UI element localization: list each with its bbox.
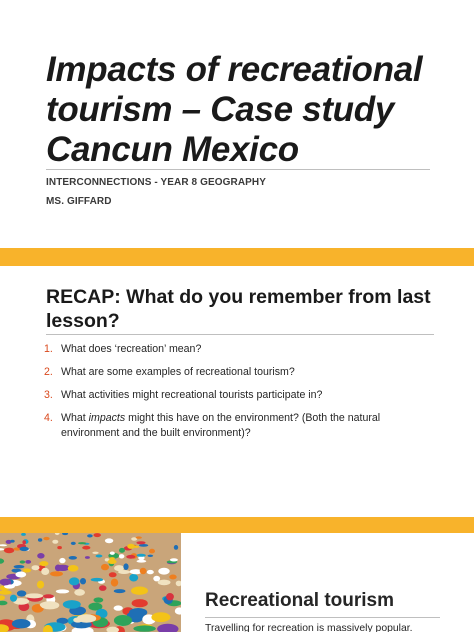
- presentation-title: Impacts of recreational tourism – Case study Cancun Mexico: [46, 50, 423, 169]
- umbrella-shape: [99, 585, 107, 591]
- umbrella-shape: [133, 546, 139, 548]
- umbrella-shape: [153, 576, 160, 582]
- umbrella-shape: [119, 548, 125, 553]
- list-text: What does ‘recreation’ mean?: [61, 343, 202, 355]
- umbrella-shape: [169, 575, 176, 580]
- umbrella-shape: [40, 601, 59, 608]
- title-divider: [46, 169, 430, 170]
- umbrella-shape: [25, 560, 31, 564]
- umbrella-shape: [85, 556, 90, 559]
- teacher-name: MS. GIFFARD: [46, 196, 112, 207]
- umbrella-shape: [21, 533, 26, 536]
- umbrella-shape: [10, 595, 17, 602]
- beach-umbrellas-image: [0, 533, 181, 632]
- umbrella-shape: [69, 556, 77, 560]
- list-number: 1.: [44, 343, 53, 355]
- umbrella-shape: [25, 593, 43, 598]
- umbrella-shape: [111, 579, 118, 587]
- umbrella-shape: [78, 542, 86, 544]
- umbrella-shape: [132, 599, 148, 607]
- umbrella-shape: [131, 587, 148, 595]
- umbrella-shape: [69, 577, 80, 585]
- list-item: [44, 365, 424, 380]
- list-text: What impacts might this have on the environment? (Both the natural environment and the built environment)?: [61, 412, 381, 439]
- umbrella-shape: [110, 552, 115, 555]
- umbrella-shape: [114, 589, 126, 593]
- recap-question-list: [44, 342, 424, 449]
- umbrella-shape: [139, 544, 148, 547]
- recreational-tourism-slide: [0, 533, 474, 632]
- recap-divider: [46, 334, 434, 335]
- umbrella-shape: [63, 600, 81, 609]
- course-subtitle: INTERCONNECTIONS - YEAR 8 GEOGRAPHY: [46, 177, 267, 188]
- umbrella-shape: [94, 597, 104, 602]
- umbrella-shape: [129, 574, 138, 582]
- umbrella-shape: [68, 565, 79, 572]
- umbrella-shape: [82, 546, 90, 550]
- umbrella-shape: [96, 555, 103, 558]
- emphasis-impacts: impacts: [88, 412, 126, 424]
- umbrella-shape: [137, 554, 146, 557]
- umbrella-shape: [15, 572, 26, 578]
- umbrella-shape: [52, 540, 58, 544]
- umbrella-shape: [56, 565, 69, 571]
- umbrella-shape: [39, 561, 48, 566]
- umbrella-shape: [140, 568, 147, 574]
- umbrella-shape: [50, 571, 63, 576]
- slide-separator-band: [0, 517, 474, 533]
- umbrella-shape: [94, 533, 101, 537]
- umbrella-shape: [10, 540, 15, 543]
- umbrella-shape: [87, 534, 93, 537]
- umbrella-shape: [136, 541, 145, 544]
- umbrella-shape: [22, 540, 26, 544]
- slide-heading: Recreational tourism: [205, 590, 394, 611]
- umbrella-shape: [43, 537, 49, 540]
- list-number: 4.: [44, 412, 53, 424]
- umbrella-shape: [77, 614, 96, 622]
- umbrella-shape: [71, 542, 76, 545]
- list-number: 2.: [44, 366, 53, 378]
- recap-slide: [0, 266, 474, 517]
- slide-separator-band: [0, 248, 474, 266]
- umbrella-shape: [74, 589, 85, 596]
- umbrella-shape: [158, 580, 171, 586]
- umbrella-shape: [147, 570, 154, 574]
- list-item: [44, 411, 424, 441]
- umbrella-shape: [126, 555, 135, 559]
- heading-divider: [205, 617, 440, 618]
- umbrella-shape: [114, 615, 132, 626]
- umbrella-shape: [0, 579, 11, 586]
- list-text: What are some examples of recreational tourism?: [61, 366, 295, 378]
- umbrella-shape: [129, 608, 147, 617]
- umbrella-shape: [109, 557, 115, 560]
- umbrella-shape: [56, 589, 69, 593]
- umbrella-shape: [158, 568, 169, 575]
- list-item: [44, 342, 424, 357]
- umbrella-shape: [133, 625, 155, 631]
- title-slide: [0, 0, 474, 246]
- umbrella-shape: [41, 568, 49, 575]
- umbrella-shape: [174, 545, 178, 550]
- umbrella-shape: [108, 559, 117, 564]
- umbrella-shape: [12, 619, 31, 628]
- umbrella-shape: [14, 565, 25, 568]
- umbrella-shape: [109, 572, 117, 577]
- umbrella-shape: [149, 549, 155, 554]
- umbrella-shape: [17, 590, 26, 596]
- umbrella-shape: [114, 605, 123, 610]
- crowded-beach-photo: [0, 533, 181, 632]
- umbrella-shape: [92, 552, 98, 554]
- umbrella-shape: [43, 594, 54, 598]
- umbrella-shape: [136, 536, 142, 538]
- recap-heading: RECAP: What do you remember from last lesson?: [46, 286, 431, 332]
- umbrella-shape: [20, 560, 26, 563]
- umbrella-shape: [151, 612, 170, 622]
- umbrella-shape: [23, 568, 31, 572]
- umbrella-shape: [114, 565, 124, 571]
- umbrella-shape: [80, 578, 86, 584]
- umbrella-shape: [123, 563, 128, 570]
- slide-body-text: Travelling for recreation is massively popular.: [205, 623, 413, 632]
- umbrella-shape: [32, 565, 40, 570]
- umbrella-shape: [91, 578, 103, 582]
- umbrella-shape: [101, 564, 109, 570]
- list-text: What activities might recreational tourists participate in?: [61, 389, 323, 401]
- umbrella-shape: [37, 581, 44, 589]
- umbrella-shape: [37, 553, 44, 559]
- umbrella-shape: [57, 546, 62, 549]
- umbrella-shape: [148, 555, 154, 557]
- umbrella-shape: [166, 593, 174, 600]
- list-item: [44, 388, 424, 403]
- umbrella-shape: [170, 558, 178, 561]
- umbrella-shape: [20, 547, 29, 551]
- umbrella-shape: [59, 558, 65, 563]
- umbrella-shape: [38, 538, 42, 541]
- umbrella-shape: [105, 538, 113, 543]
- umbrella-shape: [4, 548, 14, 554]
- list-number: 3.: [44, 389, 53, 401]
- umbrella-shape: [119, 554, 125, 558]
